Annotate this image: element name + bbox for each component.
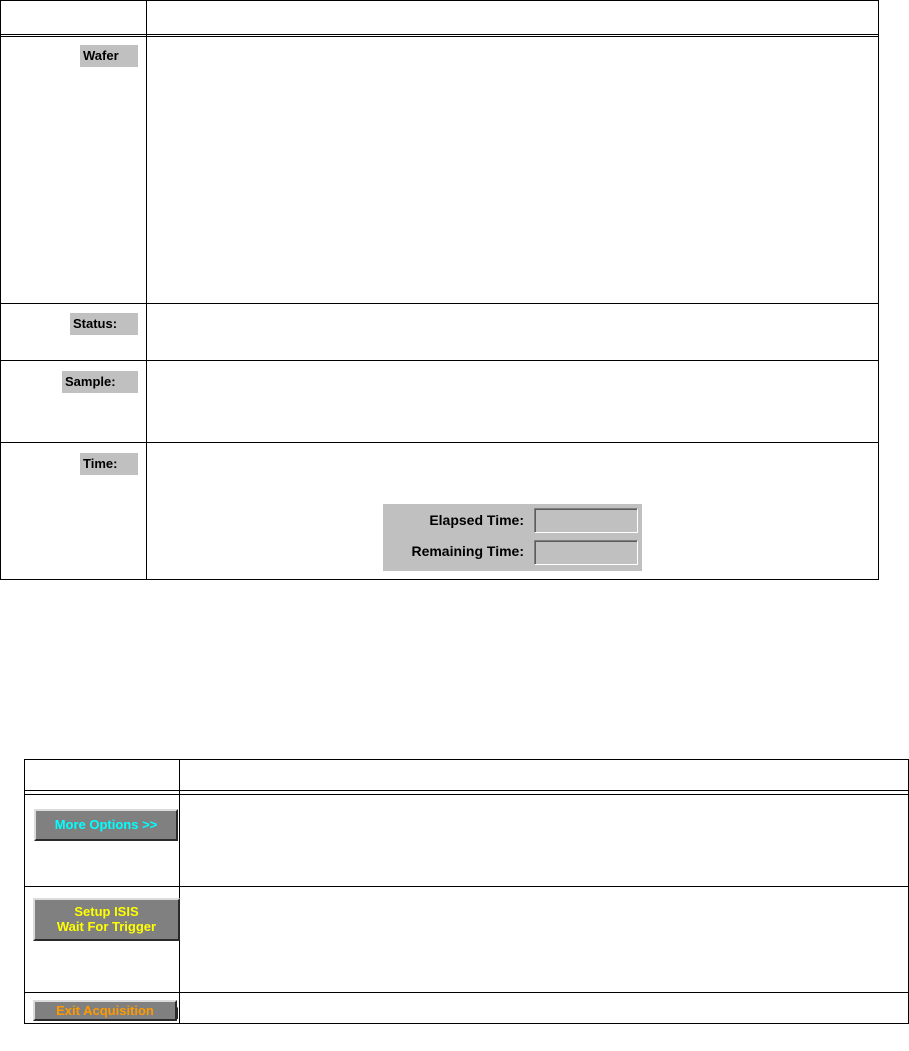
button-description-table xyxy=(24,759,909,1024)
table-header-row xyxy=(1,1,878,35)
remaining-time-field xyxy=(534,540,638,565)
setup-isis-button-line1: Setup ISIS xyxy=(74,904,139,919)
time-label: Time: xyxy=(80,453,138,475)
elapsed-time-label: Elapsed Time: xyxy=(429,512,524,528)
remaining-time-label: Remaining Time: xyxy=(411,543,524,559)
setup-isis-button[interactable] xyxy=(33,898,180,941)
column-divider xyxy=(146,1,147,579)
setup-isis-button-line2: Wait For Trigger xyxy=(56,919,157,934)
wafer-label: Wafer xyxy=(80,45,138,67)
header-divider xyxy=(25,790,908,791)
column-divider xyxy=(179,760,180,1023)
exit-acquisition-button-label: Exit Acquisition xyxy=(56,1003,154,1018)
status-label: Status: xyxy=(70,313,138,335)
header-divider xyxy=(25,794,908,795)
elapsed-time-field xyxy=(534,508,638,533)
row-divider xyxy=(25,992,908,993)
more-options-button[interactable] xyxy=(34,809,178,841)
row-divider xyxy=(1,442,878,443)
sample-label: Sample: xyxy=(62,371,138,393)
more-options-button-label: More Options >> xyxy=(54,817,158,832)
row-divider xyxy=(1,360,878,361)
header-divider xyxy=(1,36,878,37)
time-panel xyxy=(383,504,642,571)
exit-acquisition-button-face[interactable] xyxy=(33,1000,177,1021)
row-divider xyxy=(1,303,878,304)
row-divider xyxy=(25,886,908,887)
